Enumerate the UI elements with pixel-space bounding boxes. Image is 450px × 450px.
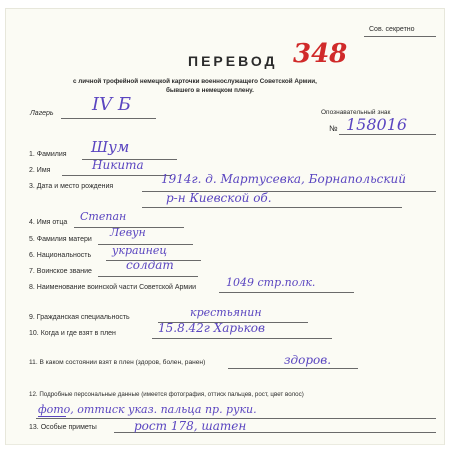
field-value-birth: 1914г. д. Мартусевка, Борнапольский [161,172,406,186]
field-label: 10. Когда и где взят в плен [29,330,116,337]
field-label: 9. Гражданская специальность [29,314,130,321]
field-value-birth-2: р-н Киевской об. [166,191,272,205]
subtitle-line-2: бывшего в немецком плену. [166,87,254,94]
field-underline [152,338,332,339]
field-value-personal-data: фото, оттиск указ. пальца пр. руки. [38,403,257,416]
field-label: 4. Имя отца [29,219,68,226]
secrecy-stamp: Сов. секретно [369,26,415,33]
tag-label: Опознавательный знак [321,109,391,116]
tag-value: 158016 [346,115,408,134]
field-value-profession: крестьянин [190,306,262,319]
camp-label: Лагерь [30,110,54,117]
field-label: 8. Наименование воинской части Советской Армии [29,284,197,291]
field-label: 2. Имя [29,167,51,174]
field-label: 3. Дата и место рождения [29,183,114,190]
field-value-father: Степан [80,210,127,223]
field-underline [219,292,354,293]
field-value-surname: Шум [91,138,130,156]
card-edge-fold [6,438,444,446]
field-label: 11. В каком состоянии взят в плен (здоров, болен, ранен) [29,359,206,366]
camp-underline [61,118,156,119]
field-label: 12. Подробные персональные данные (имеется фотография, оттиск пальцев, рост, цвет волос) [29,391,304,398]
field-value-unit: 1049 стр.полк. [226,276,316,289]
field-label: 13. Особые приметы [29,424,97,431]
field-value-features: рост 178, шатен [134,419,247,433]
field-value-condition: здоров. [284,353,332,367]
field-value-nationality: украинец [112,244,168,257]
field-value-mother: Левун [110,226,146,239]
tag-number-sign: № [329,124,338,133]
pow-card-translation [5,8,445,445]
field-underline [62,175,172,176]
handwritten-underline [38,416,66,417]
field-label: 1. Фамилия [29,151,67,158]
field-value-rank: солдат [126,258,174,272]
field-underline [98,276,198,277]
tag-underline [339,134,436,135]
field-underline [228,368,358,369]
camp-value: IV Б [92,94,132,115]
secrecy-underline [364,36,436,37]
field-value-capture: 15.8.42г Харьков [158,321,265,335]
field-value-name: Никита [92,158,144,172]
subtitle-line-1: с личной трофейной немецкой карточки военнослужащего Советской Армии, [73,78,317,85]
document-title: ПЕРЕВОД [188,53,278,69]
field-label: 7. Воинское звание [29,268,92,275]
document-number-handwritten: 348 [293,39,348,69]
field-label: 6. Национальность [29,252,92,259]
field-underline-2 [142,207,402,208]
field-label: 5. Фамилия матери [29,236,92,243]
